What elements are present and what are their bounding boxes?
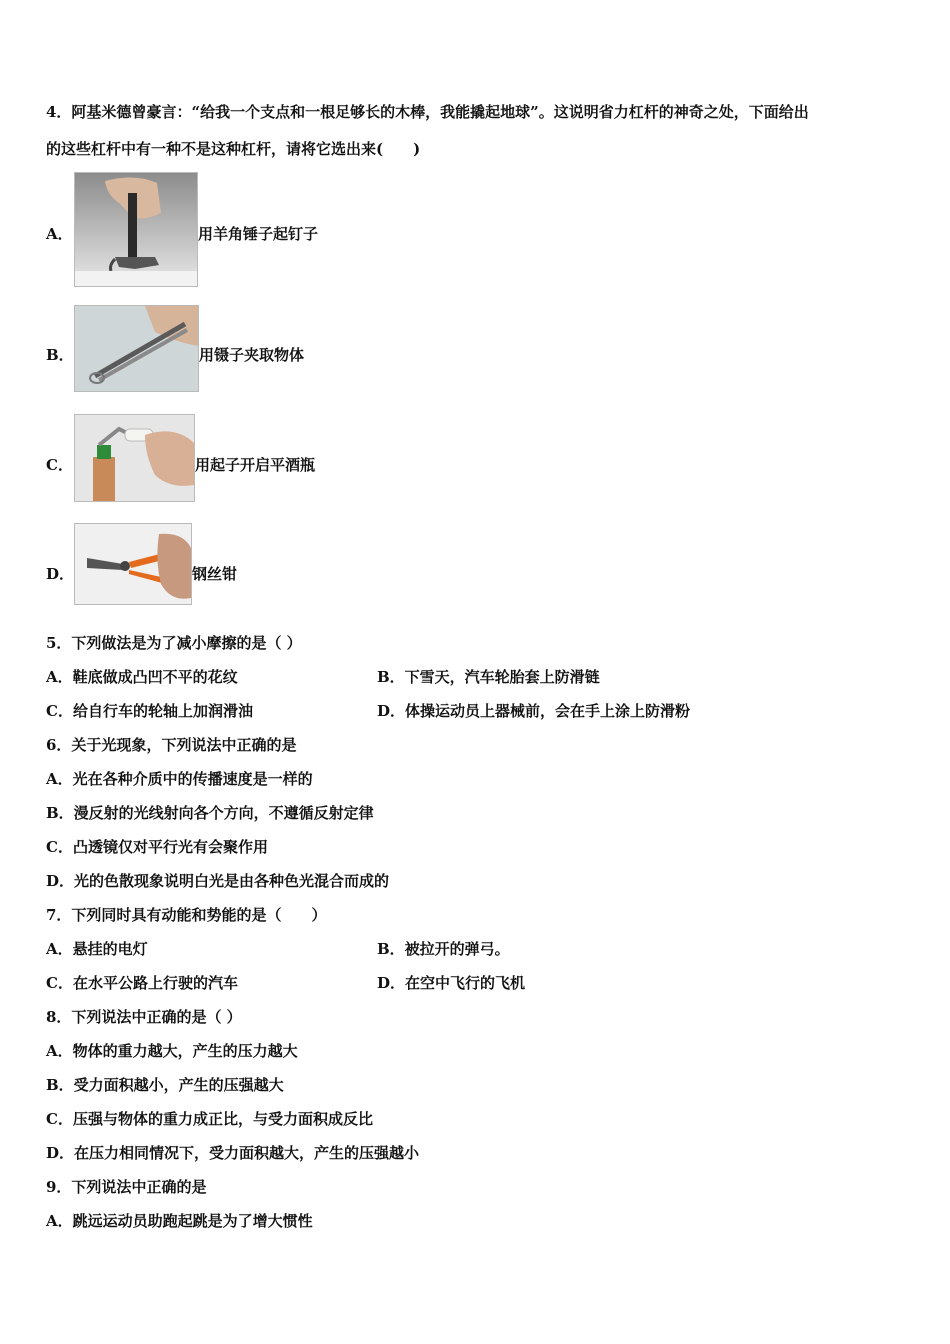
q7-option-d[interactable]: D．在空中飞行的飞机 — [377, 974, 526, 992]
q5-row-cd — [46, 701, 691, 721]
q7-option-c[interactable]: C．在水平公路上行驶的汽车 — [46, 974, 238, 992]
option-caption: 钢丝钳 — [192, 565, 238, 583]
option-caption: 用羊角锤子起钉子 — [198, 225, 319, 243]
q6-option-d[interactable]: D．光的色散现象说明白光是由各种色光混合而成的 — [46, 872, 390, 890]
q8-option-b[interactable]: B．受力面积越小，产生的压强越大 — [46, 1076, 284, 1094]
q7-row-ab — [46, 939, 510, 959]
option-letter: B． — [46, 346, 74, 364]
q6-title: 6．关于光现象，下列说法中正确的是 — [46, 736, 297, 754]
bottle-opener-photo-icon — [74, 414, 195, 502]
q6-option-c[interactable]: C．凸透镜仅对平行光有会聚作用 — [46, 838, 268, 856]
pliers-photo-icon — [74, 523, 192, 605]
q9-title: 9．下列说法中正确的是 — [46, 1178, 207, 1196]
option-caption: 用镊子夹取物体 — [199, 346, 305, 364]
q7-option-a[interactable]: A．悬挂的电灯 — [46, 940, 148, 958]
q8-title: 8．下列说法中正确的是（ ） — [46, 1008, 242, 1026]
q7-option-b[interactable]: B．被拉开的弹弓。 — [377, 940, 510, 958]
q6-option-a[interactable]: A．光在各种介质中的传播速度是一样的 — [46, 770, 313, 788]
q4-stem-line1: 4．阿基米德曾豪言：“给我一个支点和一根足够长的木棒，我能撬起地球”。这说明省力杠杆的神奇之处，下面给出 — [46, 103, 809, 121]
option-caption: 用起子开启平酒瓶 — [195, 456, 316, 474]
q6-option-b[interactable]: B．漫反射的光线射向各个方向，不遵循反射定律 — [46, 804, 374, 822]
q7-title: 7．下列同时具有动能和势能的是（ ） — [46, 906, 327, 924]
q5-row-ab — [46, 667, 600, 687]
q5-option-c[interactable]: C．给自行车的轮轴上加润滑油 — [46, 702, 253, 720]
option-letter: C． — [46, 456, 73, 474]
q5-option-b[interactable]: B．下雪天，汽车轮胎套上防滑链 — [377, 668, 600, 686]
tweezers-photo-icon — [74, 305, 199, 392]
q5-title: 5．下列做法是为了减小摩擦的是（ ） — [46, 634, 302, 652]
q8-option-c[interactable]: C．压强与物体的重力成正比，与受力面积成反比 — [46, 1110, 373, 1128]
q5-option-a[interactable]: A．鞋底做成凸凹不平的花纹 — [46, 668, 238, 686]
q7-row-cd — [46, 973, 526, 993]
option-letter: D． — [46, 565, 75, 583]
q9-option-a[interactable]: A．跳远运动员助跑起跳是为了增大惯性 — [46, 1212, 313, 1230]
q5-option-d[interactable]: D．体操运动员上器械前，会在手上涂上防滑粉 — [377, 702, 691, 720]
claw-hammer-photo-icon — [74, 172, 198, 287]
q4-stem-line2: 的这些杠杆中有一种不是这种杠杆，请将它选出来( ) — [46, 140, 421, 158]
option-letter: A． — [46, 225, 73, 243]
q8-option-d[interactable]: D．在压力相同情况下，受力面积越大，产生的压强越小 — [46, 1144, 420, 1162]
q8-option-a[interactable]: A．物体的重力越大，产生的压力越大 — [46, 1042, 298, 1060]
